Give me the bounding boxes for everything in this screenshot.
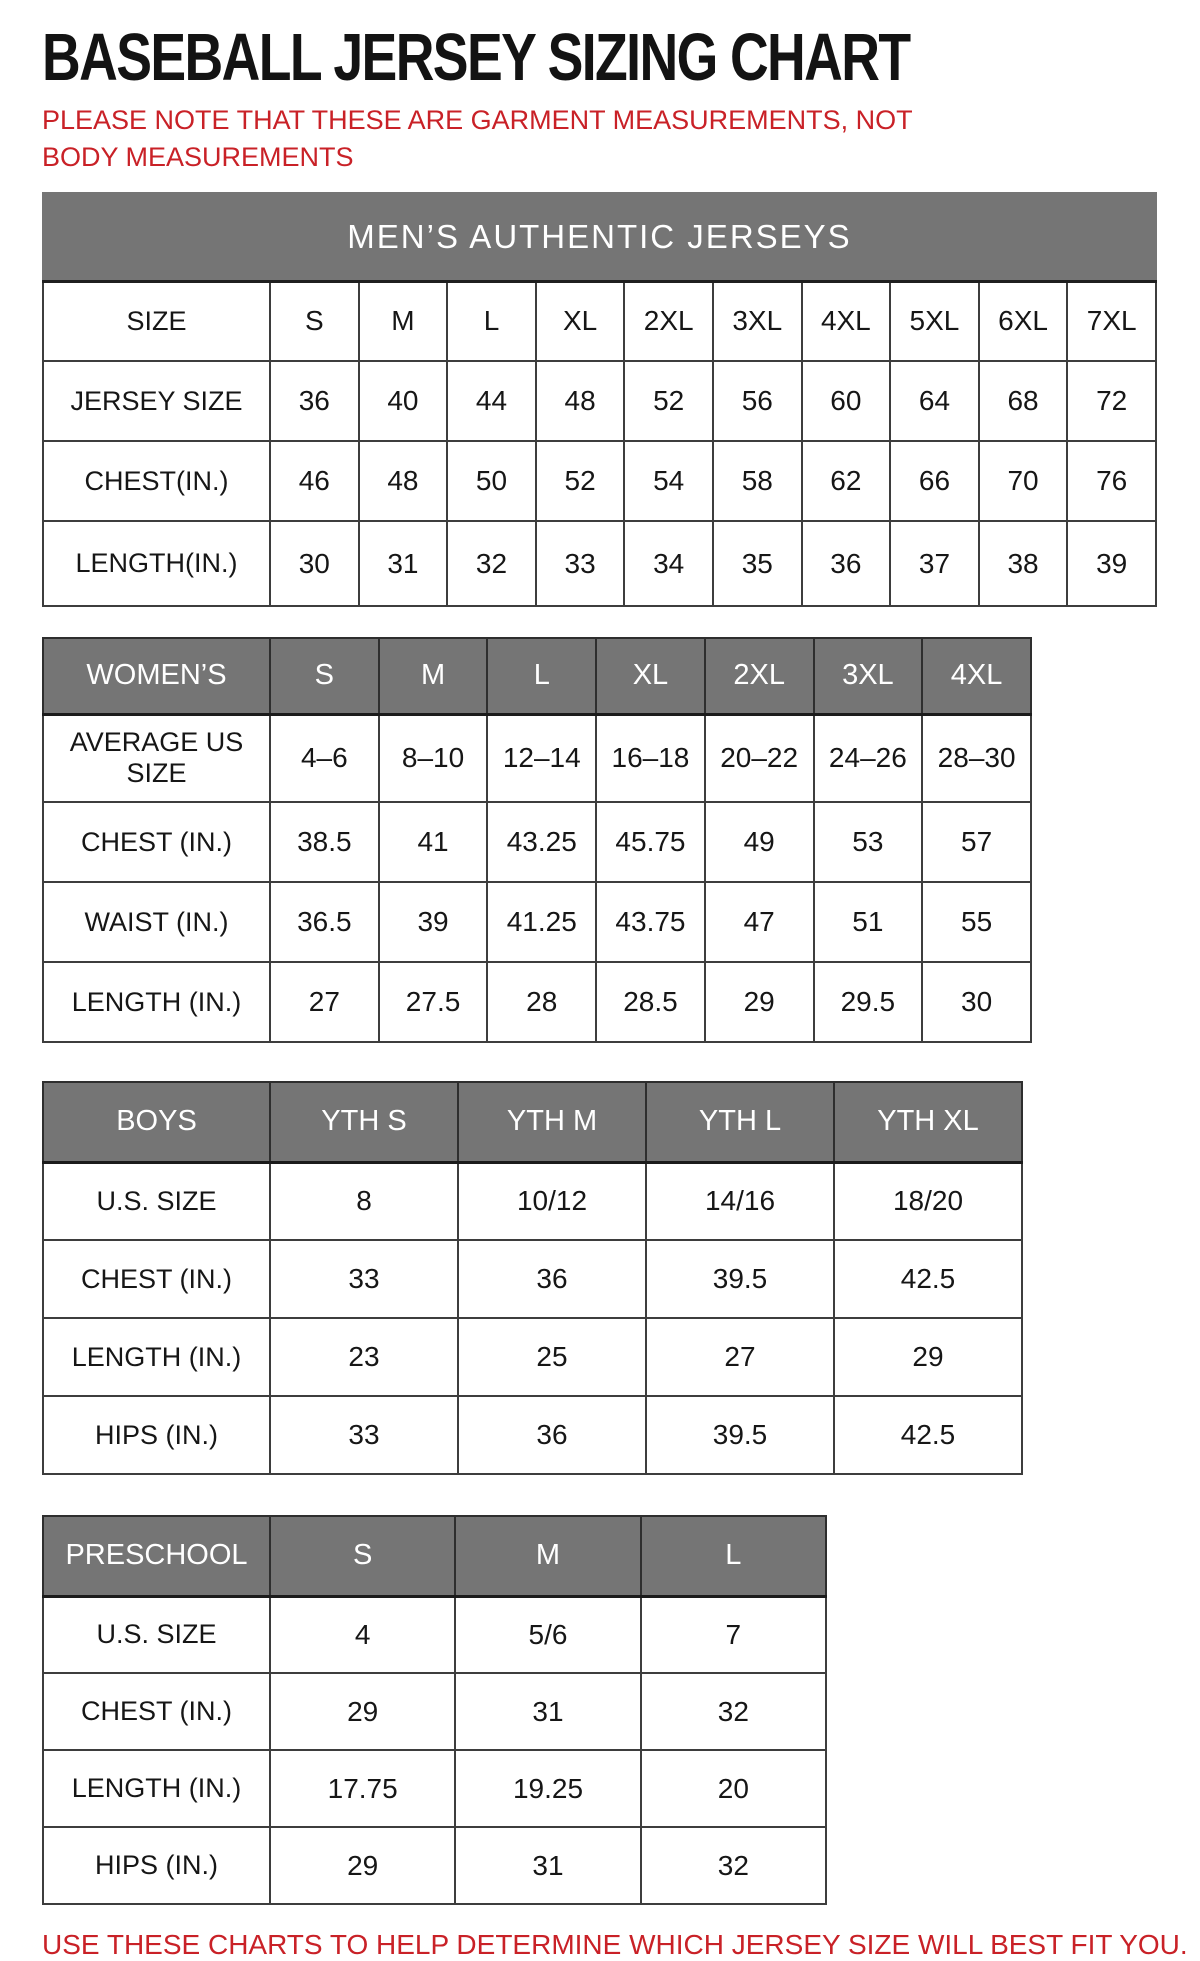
value-cell: 5XL [890, 281, 979, 361]
row-label-cell: U.S. SIZE [43, 1596, 270, 1673]
value-cell: 58 [713, 441, 802, 521]
value-cell: 43.75 [596, 882, 705, 962]
table-category-cell: WOMEN’S [43, 638, 270, 714]
row-label-cell: HIPS (IN.) [43, 1827, 270, 1904]
value-cell: 29.5 [814, 962, 923, 1042]
size-header-cell: XL [596, 638, 705, 714]
table-row [43, 1162, 1022, 1240]
value-cell: 33 [536, 521, 625, 606]
row-label-cell: LENGTH (IN.) [43, 962, 270, 1042]
value-cell: 41.25 [487, 882, 596, 962]
value-cell: 25 [458, 1318, 646, 1396]
value-cell: 39 [1067, 521, 1156, 606]
table-row [43, 1396, 1022, 1474]
value-cell: 72 [1067, 361, 1156, 441]
size-header-cell: S [270, 1516, 455, 1596]
value-cell: 28–30 [922, 714, 1031, 802]
table-row [43, 441, 1156, 521]
table-row [43, 714, 1031, 802]
row-label-cell: HIPS (IN.) [43, 1396, 270, 1474]
value-cell: 28.5 [596, 962, 705, 1042]
table-row [43, 802, 1031, 882]
table-banner: MEN’S AUTHENTIC JERSEYS [43, 193, 1156, 281]
value-cell: 30 [922, 962, 1031, 1042]
table-row [43, 361, 1156, 441]
value-cell: 57 [922, 802, 1031, 882]
table-row [43, 1318, 1022, 1396]
table-row [43, 1596, 826, 1673]
value-cell: 7XL [1067, 281, 1156, 361]
table-category-cell: BOYS [43, 1082, 270, 1162]
table-row [43, 281, 1156, 361]
value-cell: 52 [624, 361, 713, 441]
row-label-cell: WAIST (IN.) [43, 882, 270, 962]
value-cell: 66 [890, 441, 979, 521]
value-cell: 20 [641, 1750, 826, 1827]
row-label-cell: AVERAGE US SIZE [43, 714, 270, 802]
table-header-row [43, 638, 1031, 714]
value-cell: 28 [487, 962, 596, 1042]
value-cell: S [270, 281, 359, 361]
value-cell: 8 [270, 1162, 458, 1240]
value-cell: 29 [270, 1673, 455, 1750]
value-cell: 60 [802, 361, 891, 441]
value-cell: 23 [270, 1318, 458, 1396]
size-header-cell: M [379, 638, 488, 714]
row-label-cell: CHEST (IN.) [43, 1673, 270, 1750]
value-cell: 14/16 [646, 1162, 834, 1240]
value-cell: 48 [536, 361, 625, 441]
value-cell: 37 [890, 521, 979, 606]
value-cell: 12–14 [487, 714, 596, 802]
value-cell: 54 [624, 441, 713, 521]
table-row [43, 1673, 826, 1750]
value-cell: 47 [705, 882, 814, 962]
value-cell: 42.5 [834, 1396, 1022, 1474]
value-cell: 4XL [802, 281, 891, 361]
size-header-cell: S [270, 638, 379, 714]
value-cell: 36 [458, 1396, 646, 1474]
fit-advice-text: USE THESE CHARTS TO HELP DETERMINE WHICH JERSEY SIZE WILL BEST FIT YOU. [42, 1929, 1188, 1960]
value-cell: 49 [705, 802, 814, 882]
value-cell: 38.5 [270, 802, 379, 882]
row-label-cell: SIZE [43, 281, 270, 361]
value-cell: 6XL [979, 281, 1068, 361]
value-cell: 31 [455, 1673, 640, 1750]
table-row [43, 962, 1031, 1042]
row-label-cell: LENGTH (IN.) [43, 1318, 270, 1396]
value-cell: XL [536, 281, 625, 361]
value-cell: 24–26 [814, 714, 923, 802]
value-cell: 10/12 [458, 1162, 646, 1240]
value-cell: 42.5 [834, 1240, 1022, 1318]
value-cell: 30 [270, 521, 359, 606]
value-cell: 33 [270, 1240, 458, 1318]
row-label-cell: CHEST (IN.) [43, 802, 270, 882]
value-cell: 32 [447, 521, 536, 606]
value-cell: 19.25 [455, 1750, 640, 1827]
value-cell: 5/6 [455, 1596, 640, 1673]
value-cell: 52 [536, 441, 625, 521]
row-label-cell: LENGTH (IN.) [43, 1750, 270, 1827]
table-row [43, 1240, 1022, 1318]
value-cell: 38 [979, 521, 1068, 606]
value-cell: 33 [270, 1396, 458, 1474]
value-cell: 32 [641, 1827, 826, 1904]
table-header-row [43, 1516, 826, 1596]
value-cell: 39.5 [646, 1396, 834, 1474]
value-cell: 53 [814, 802, 923, 882]
value-cell: 41 [379, 802, 488, 882]
value-cell: 17.75 [270, 1750, 455, 1827]
row-label-cell: CHEST(IN.) [43, 441, 270, 521]
size-header-cell: L [487, 638, 596, 714]
size-header-cell: L [641, 1516, 826, 1596]
value-cell: 20–22 [705, 714, 814, 802]
value-cell: L [447, 281, 536, 361]
value-cell: 76 [1067, 441, 1156, 521]
row-label-cell: JERSEY SIZE [43, 361, 270, 441]
value-cell: 51 [814, 882, 923, 962]
value-cell: 2XL [624, 281, 713, 361]
value-cell: 62 [802, 441, 891, 521]
value-cell: 64 [890, 361, 979, 441]
row-label-cell: CHEST (IN.) [43, 1240, 270, 1318]
value-cell: 32 [641, 1673, 826, 1750]
value-cell: 29 [270, 1827, 455, 1904]
womens-sizing-table [42, 637, 1032, 1043]
value-cell: 31 [455, 1827, 640, 1904]
value-cell: 46 [270, 441, 359, 521]
value-cell: 34 [624, 521, 713, 606]
value-cell: 40 [359, 361, 448, 441]
value-cell: 43.25 [487, 802, 596, 882]
row-label-cell: LENGTH(IN.) [43, 521, 270, 606]
size-header-cell: M [455, 1516, 640, 1596]
value-cell: 35 [713, 521, 802, 606]
value-cell: 45.75 [596, 802, 705, 882]
value-cell: 27.5 [379, 962, 488, 1042]
table-header-row [43, 1082, 1022, 1162]
boys-sizing-table [42, 1081, 1023, 1475]
preschool-sizing-table [42, 1515, 827, 1905]
value-cell: 3XL [713, 281, 802, 361]
value-cell: 8–10 [379, 714, 488, 802]
size-header-cell: 2XL [705, 638, 814, 714]
table-row [43, 521, 1156, 606]
value-cell: 7 [641, 1596, 826, 1673]
value-cell: 39.5 [646, 1240, 834, 1318]
table-row [43, 1827, 826, 1904]
value-cell: 29 [705, 962, 814, 1042]
value-cell: 48 [359, 441, 448, 521]
value-cell: 16–18 [596, 714, 705, 802]
table-category-cell: PRESCHOOL [43, 1516, 270, 1596]
value-cell: 18/20 [834, 1162, 1022, 1240]
value-cell: 36 [270, 361, 359, 441]
value-cell: 36 [802, 521, 891, 606]
table-row [43, 1750, 826, 1827]
value-cell: 70 [979, 441, 1068, 521]
value-cell: 39 [379, 882, 488, 962]
page-title: BASEBALL JERSEY SIZING CHART [42, 20, 910, 95]
value-cell: 4 [270, 1596, 455, 1673]
value-cell: 29 [834, 1318, 1022, 1396]
size-header-cell: YTH XL [834, 1082, 1022, 1162]
value-cell: 56 [713, 361, 802, 441]
value-cell: 36 [458, 1240, 646, 1318]
value-cell: M [359, 281, 448, 361]
garment-measurement-note: PLEASE NOTE THAT THESE ARE GARMENT MEASUREMENTS, NOT BODY MEASUREMENTS [42, 105, 913, 172]
size-header-cell: YTH M [458, 1082, 646, 1162]
value-cell: 27 [646, 1318, 834, 1396]
value-cell: 50 [447, 441, 536, 521]
value-cell: 44 [447, 361, 536, 441]
size-header-cell: 4XL [922, 638, 1031, 714]
size-header-cell: YTH S [270, 1082, 458, 1162]
table-row [43, 882, 1031, 962]
value-cell: 31 [359, 521, 448, 606]
value-cell: 27 [270, 962, 379, 1042]
mens-sizing-table [42, 192, 1157, 607]
value-cell: 68 [979, 361, 1068, 441]
value-cell: 55 [922, 882, 1031, 962]
size-header-cell: 3XL [814, 638, 923, 714]
value-cell: 4–6 [270, 714, 379, 802]
table-banner-row [43, 193, 1156, 281]
row-label-cell: U.S. SIZE [43, 1162, 270, 1240]
size-header-cell: YTH L [646, 1082, 834, 1162]
value-cell: 36.5 [270, 882, 379, 962]
